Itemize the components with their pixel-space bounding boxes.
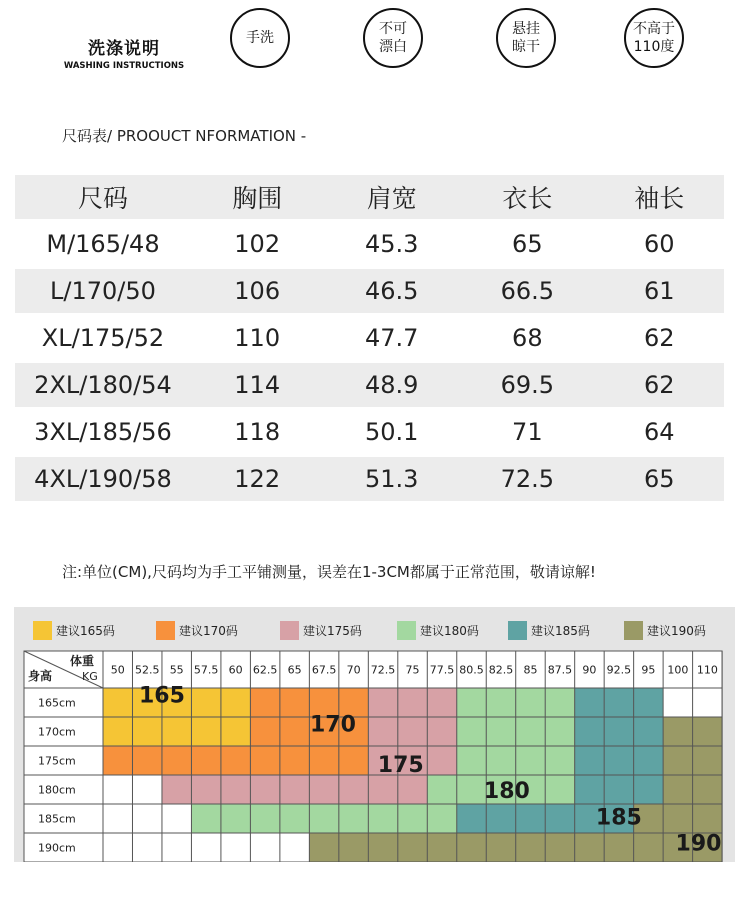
size-zone-label: 175 (377, 753, 424, 779)
grid-cell (427, 746, 456, 775)
grid-cell (486, 688, 515, 717)
grid-cell (309, 746, 338, 775)
grid-cell (221, 717, 250, 746)
hand-wash-icon (230, 8, 290, 68)
shoulder-cell: 51.3 (323, 457, 460, 501)
grid-cell (339, 833, 368, 862)
size-cell: L/170/50 (15, 269, 191, 313)
length-cell: 71 (512, 418, 543, 446)
weight-header: 110 (696, 663, 718, 677)
grid-cell (516, 688, 545, 717)
grid-cell (191, 717, 220, 746)
grid-cell (516, 717, 545, 746)
grid-cell (575, 746, 604, 775)
grid-cell (162, 746, 191, 775)
grid-cell (634, 833, 663, 862)
size-zone-label: 185 (595, 805, 642, 831)
corner-height-label: 身高 (28, 669, 53, 683)
grid-cell (545, 833, 574, 862)
no-bleach-icon (363, 8, 423, 68)
chest-cell: 122 (191, 457, 323, 501)
grid-cell (693, 775, 722, 804)
height-header: 185cm (38, 812, 76, 826)
table-row (15, 363, 724, 407)
grid-cell (604, 833, 633, 862)
grid-cell (693, 804, 722, 833)
grid-cell (693, 717, 722, 746)
grid-cell (457, 688, 486, 717)
header-size: 尺码 (15, 175, 191, 219)
sleeve-cell: 61 (595, 269, 724, 313)
grid-cell (486, 833, 515, 862)
grid-cell (486, 717, 515, 746)
grid-cell (634, 688, 663, 717)
grid-cell (191, 775, 220, 804)
grid-cell (398, 688, 427, 717)
size-zone-label: 165 (138, 683, 185, 709)
grid-cell (309, 833, 338, 862)
grid-cell (339, 746, 368, 775)
length-cell: 65 (512, 230, 543, 258)
size-cell: M/165/48 (46, 230, 160, 258)
header-chest: 胸围 (191, 175, 323, 219)
table-row (15, 410, 724, 454)
grid-cell (663, 804, 692, 833)
shoulder-cell: 50.1 (365, 418, 419, 446)
grid-cell (103, 717, 132, 746)
shoulder-cell: 46.5 (323, 269, 460, 313)
grid-cell (457, 833, 486, 862)
grid-cell (663, 775, 692, 804)
header-sleeve: 袖长 (595, 175, 724, 219)
chest-cell: 102 (234, 230, 281, 258)
grid-cell (457, 746, 486, 775)
header-shoulder: 肩宽 (323, 175, 460, 219)
grid-cell (132, 717, 161, 746)
shoulder-cell: 45.3 (365, 230, 419, 258)
header-length: 衣长 (460, 175, 595, 219)
grid-cell (545, 775, 574, 804)
grid-cell (604, 688, 633, 717)
grid-cell (339, 804, 368, 833)
iron-temperature-label: 不高于 110度 (633, 21, 675, 55)
grid-cell (427, 688, 456, 717)
sleeve-cell: 62 (644, 324, 675, 352)
grid-cell (250, 688, 279, 717)
measurement-note: 注:单位(CM),尺码均为手工平铺测量，误差在1-3CM都属于正常范围，敬请谅解! (62, 563, 596, 581)
weight-header: 92.5 (606, 663, 632, 677)
legend-label: 建议190码 (647, 623, 706, 638)
washing-title-zh: 洗涤说明 (88, 39, 160, 59)
length-cell: 72.5 (460, 457, 595, 501)
size-recommendation-chart (14, 607, 735, 862)
height-header: 175cm (38, 754, 76, 768)
grid-cell (191, 688, 220, 717)
grid-cell (663, 746, 692, 775)
weight-header: 50 (110, 663, 125, 677)
grid-cell (575, 717, 604, 746)
size-zone-label: 170 (309, 712, 356, 738)
grid-cell (162, 717, 191, 746)
grid-cell (368, 804, 397, 833)
chest-cell: 106 (191, 269, 323, 313)
grid-cell (221, 746, 250, 775)
sleeve-cell: 62 (595, 363, 724, 407)
grid-cell (545, 717, 574, 746)
weight-header: 87.5 (547, 663, 573, 677)
grid-cell (575, 688, 604, 717)
size-cell: 2XL/180/54 (15, 363, 191, 407)
grid-cell (103, 688, 132, 717)
grid-cell (280, 688, 309, 717)
grid-cell (516, 833, 545, 862)
grid-cell (191, 746, 220, 775)
length-cell: 69.5 (460, 363, 595, 407)
grid-cell (634, 746, 663, 775)
weight-header: 75 (405, 663, 420, 677)
grid-cell (427, 717, 456, 746)
size-grid (14, 607, 735, 862)
height-header: 180cm (38, 783, 76, 797)
size-zone-label: 190 (675, 831, 722, 857)
grid-cell (191, 804, 220, 833)
table-row (15, 222, 724, 266)
legend-label: 建议170码 (179, 623, 238, 638)
size-cell: XL/175/52 (41, 324, 165, 352)
weight-header: 77.5 (429, 663, 455, 677)
grid-cell (221, 804, 250, 833)
washing-title-en: WASHING INSTRUCTIONS (63, 61, 185, 71)
weight-header: 67.5 (311, 663, 337, 677)
grid-cell (398, 717, 427, 746)
grid-cell (516, 804, 545, 833)
sleeve-cell: 65 (595, 457, 724, 501)
grid-cell (604, 746, 633, 775)
weight-header: 95 (641, 663, 656, 677)
grid-cell (398, 804, 427, 833)
grid-cell (250, 746, 279, 775)
weight-header: 52.5 (134, 663, 160, 677)
weight-header: 72.5 (370, 663, 396, 677)
size-table-heading: 尺码表/ PROOUCT NFORMATION - (62, 127, 307, 145)
grid-cell (545, 746, 574, 775)
grid-cell (398, 775, 427, 804)
weight-header: 82.5 (488, 663, 514, 677)
weight-header: 55 (169, 663, 184, 677)
chest-cell: 118 (234, 418, 281, 446)
length-cell: 66.5 (460, 269, 595, 313)
size-cell: 4XL/190/58 (15, 457, 191, 501)
table-row (15, 457, 724, 501)
grid-cell (309, 804, 338, 833)
grid-cell (634, 775, 663, 804)
grid-cell (162, 775, 191, 804)
weight-header: 70 (346, 663, 361, 677)
weight-header: 57.5 (193, 663, 219, 677)
iron-temperature-icon (624, 8, 684, 68)
grid-cell (132, 746, 161, 775)
sleeve-cell: 60 (644, 230, 675, 258)
grid-cell (604, 775, 633, 804)
height-header: 170cm (38, 725, 76, 739)
no-bleach-label: 不可 漂白 (379, 21, 407, 55)
size-cell: 3XL/185/56 (34, 418, 172, 446)
grid-cell (457, 775, 486, 804)
sleeve-cell: 64 (644, 418, 675, 446)
grid-cell (280, 746, 309, 775)
grid-cell (575, 833, 604, 862)
grid-cell (368, 775, 397, 804)
table-row (15, 269, 724, 313)
grid-cell (368, 717, 397, 746)
grid-cell (693, 746, 722, 775)
grid-cell (634, 717, 663, 746)
grid-cell (339, 775, 368, 804)
hand-wash-label: 手洗 (246, 30, 274, 46)
grid-cell (368, 688, 397, 717)
weight-header: 65 (287, 663, 302, 677)
grid-cell (486, 804, 515, 833)
size-zone-label: 180 (483, 779, 530, 805)
weight-header: 100 (667, 663, 689, 677)
weight-header: 60 (228, 663, 243, 677)
legend-label: 建议185码 (531, 623, 590, 638)
grid-cell (250, 775, 279, 804)
height-header: 190cm (38, 841, 76, 855)
grid-cell (516, 746, 545, 775)
grid-cell (427, 775, 456, 804)
grid-cell (545, 804, 574, 833)
grid-cell (486, 746, 515, 775)
grid-cell (398, 833, 427, 862)
weight-header: 62.5 (252, 663, 278, 677)
grid-cell (280, 775, 309, 804)
grid-cell (604, 717, 633, 746)
corner-kg-label: KG (82, 670, 98, 683)
washing-title (62, 34, 186, 71)
weight-header: 85 (523, 663, 538, 677)
size-table (15, 172, 724, 504)
grid-cell (457, 804, 486, 833)
corner-weight-label: 体重 (70, 654, 95, 668)
grid-cell (280, 717, 309, 746)
grid-cell (103, 746, 132, 775)
grid-cell (368, 833, 397, 862)
shoulder-cell: 47.7 (365, 324, 419, 352)
weight-header: 90 (582, 663, 597, 677)
grid-cell (545, 688, 574, 717)
size-table-header-row (15, 175, 724, 219)
grid-cell (663, 717, 692, 746)
length-cell: 68 (512, 324, 543, 352)
grid-cell (250, 717, 279, 746)
legend-label: 建议175码 (303, 623, 362, 638)
height-header: 165cm (38, 696, 76, 710)
shoulder-cell: 48.9 (323, 363, 460, 407)
table-row (15, 316, 724, 360)
grid-cell (427, 833, 456, 862)
legend-label: 建议165码 (56, 623, 115, 638)
grid-cell (575, 775, 604, 804)
grid-cell (221, 688, 250, 717)
grid-cell (250, 804, 279, 833)
grid-cell (427, 804, 456, 833)
weight-header: 80.5 (459, 663, 484, 677)
grid-cell (309, 775, 338, 804)
hang-dry-label: 悬挂 晾干 (512, 21, 540, 55)
chest-cell: 114 (191, 363, 323, 407)
grid-cell (457, 717, 486, 746)
grid-cell (280, 804, 309, 833)
hang-dry-icon (496, 8, 556, 68)
chest-cell: 110 (234, 324, 281, 352)
legend-label: 建议180码 (420, 623, 479, 638)
grid-cell (221, 775, 250, 804)
